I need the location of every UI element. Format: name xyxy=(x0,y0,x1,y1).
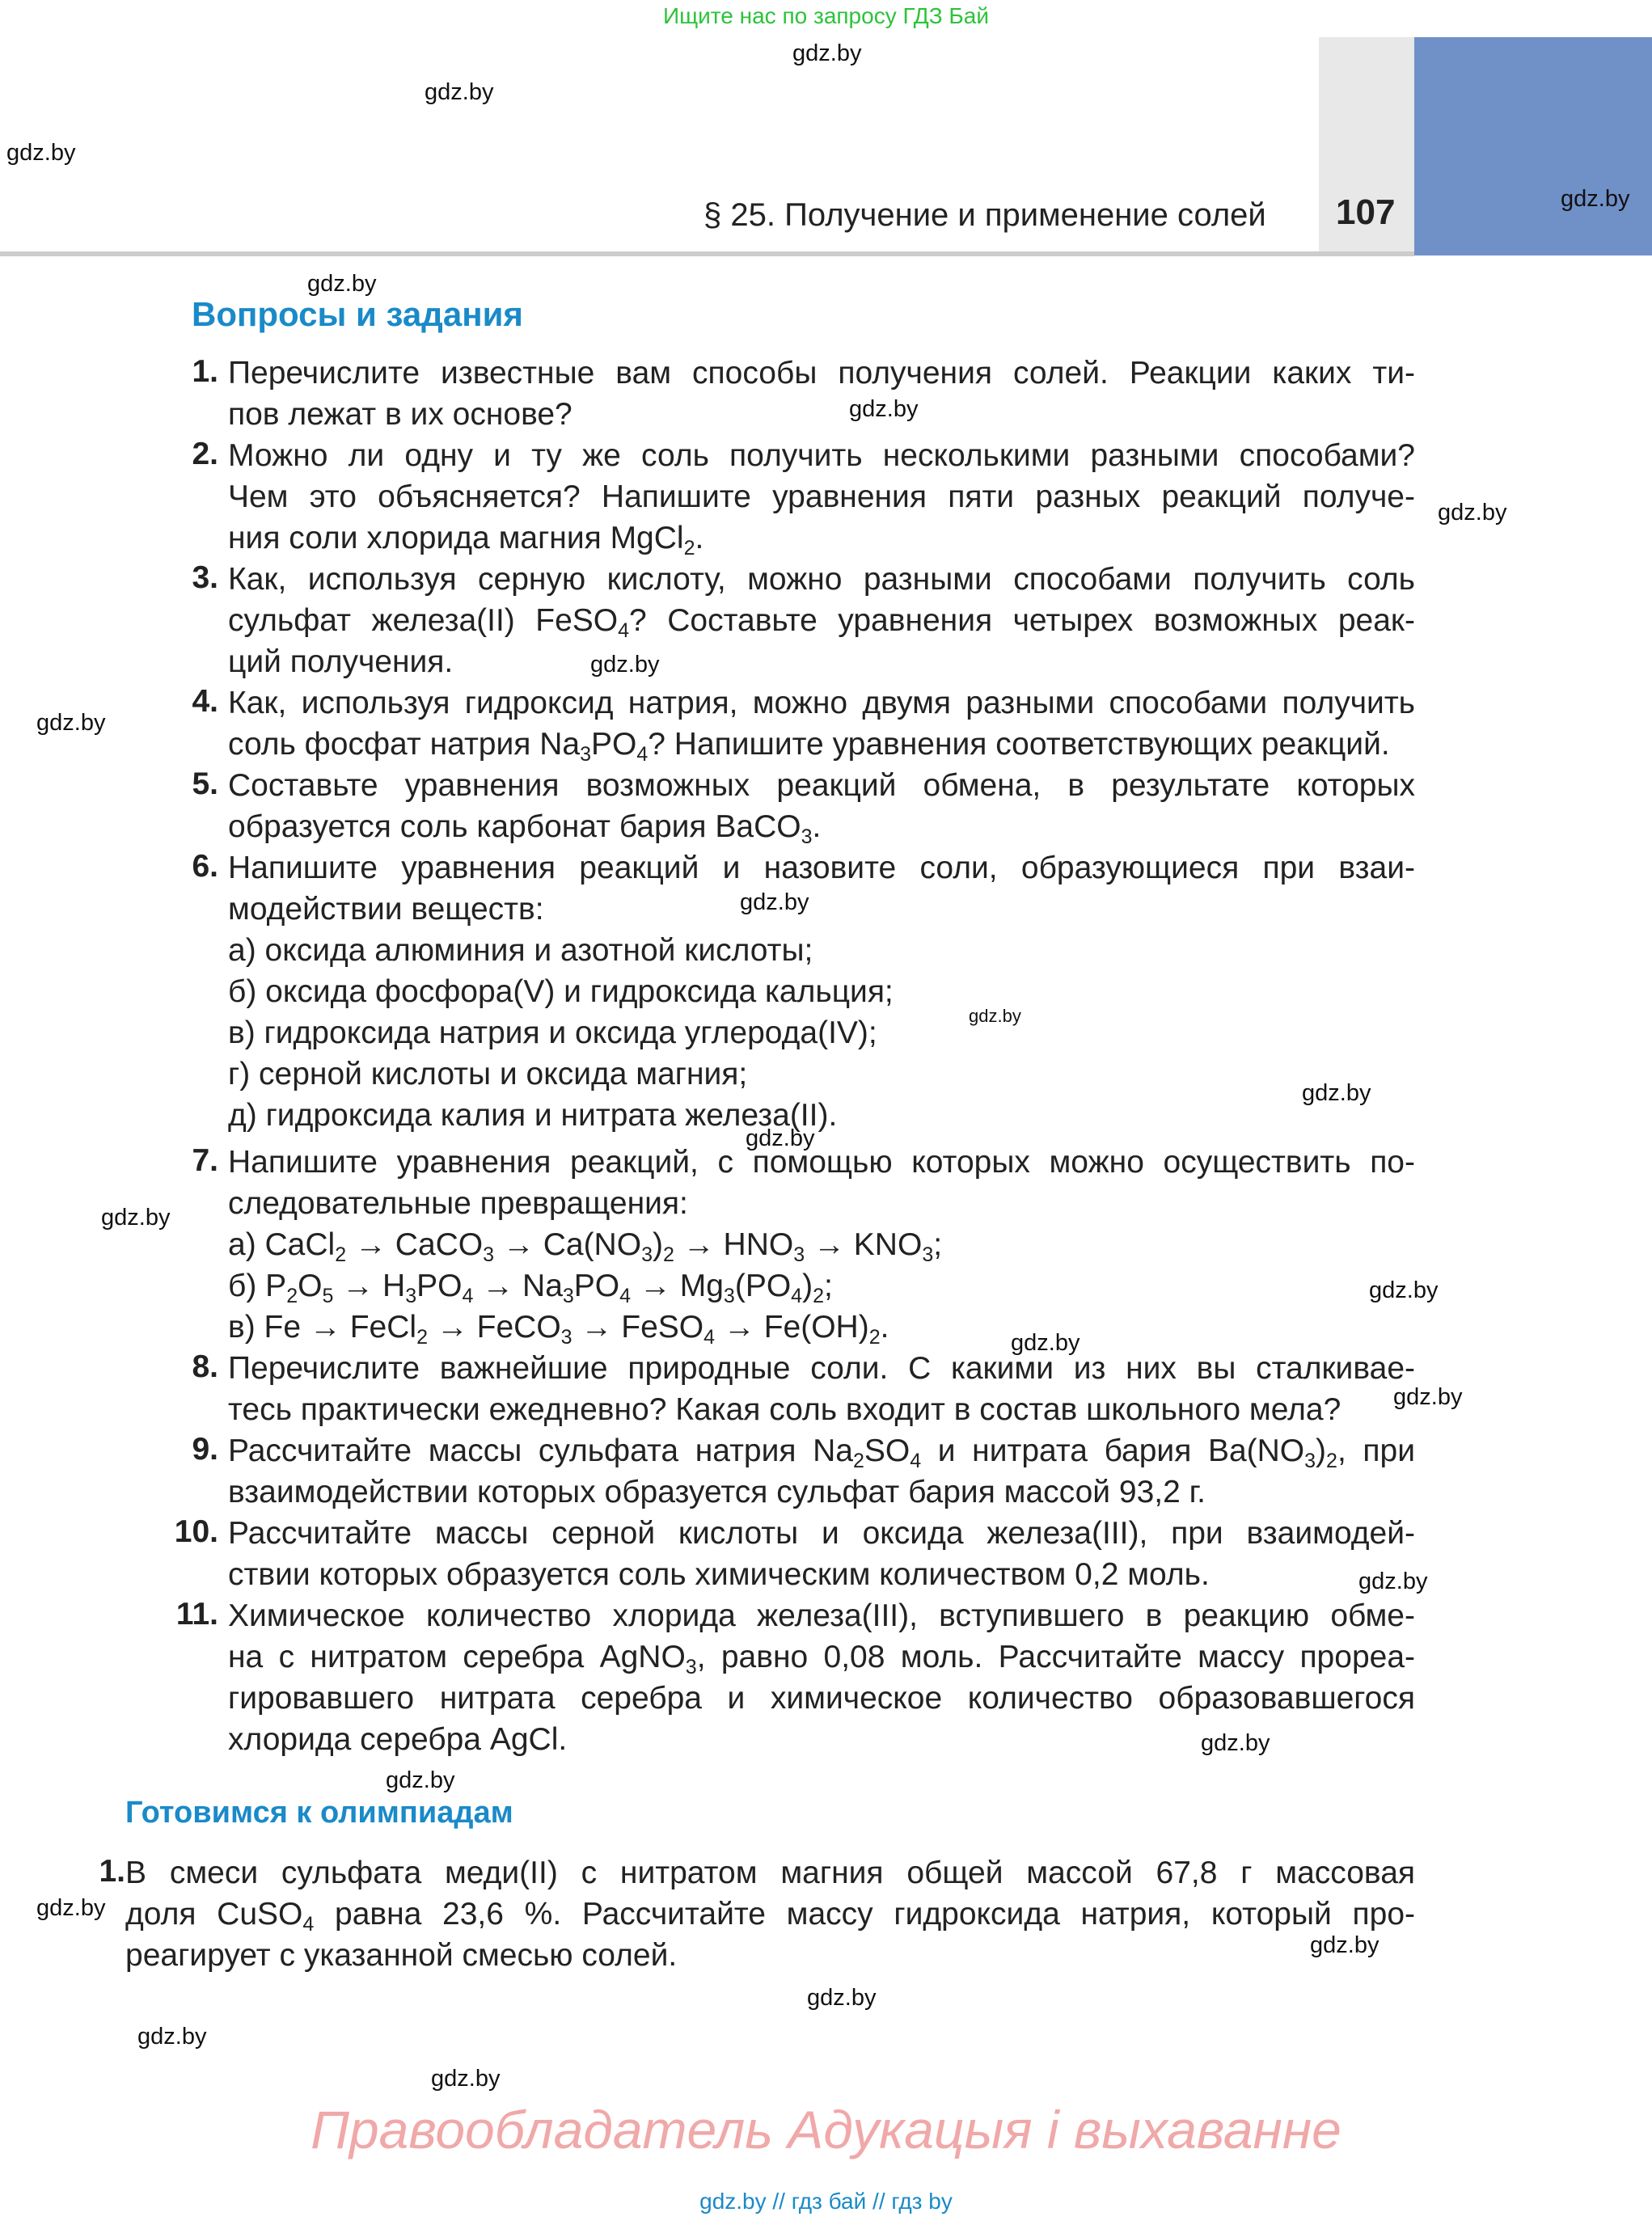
question-line: ций получения. xyxy=(228,644,454,679)
question-line: в) гидроксида натрия и оксида углерода(IV); xyxy=(228,1015,877,1050)
watermark: gdz.by xyxy=(101,1205,171,1231)
question-line: д) гидроксида калия и нитрата железа(II). xyxy=(228,1098,838,1133)
question-number: 11. xyxy=(175,1597,218,1632)
question-line: б) оксида фосфора(V) и гидроксида кальция; xyxy=(228,974,894,1009)
watermark: gdz.by xyxy=(969,1006,1021,1026)
questions-heading: Вопросы и задания xyxy=(192,295,523,333)
watermark: gdz.by xyxy=(1302,1080,1371,1106)
question-line: следовательные превращения: xyxy=(228,1186,688,1221)
watermark: gdz.by xyxy=(1393,1384,1463,1410)
watermark: gdz.by xyxy=(792,40,862,66)
question-line: г) серной кислоты и оксида магния; xyxy=(228,1057,748,1091)
question-line: а) CaCl$_2$ → CaCO$_3$ → $Ca(NO_3)_2 \to HNO_3 \to KNO_3$; xyxy=(228,1227,943,1266)
watermark: gdz.by xyxy=(1358,1568,1428,1594)
question-number: 2. xyxy=(192,437,218,471)
watermark: gdz.by xyxy=(307,271,377,297)
question-number: 1. xyxy=(192,354,218,389)
question-line: взаимодействии которых образуется сульфат бария массой 93,2 г. xyxy=(228,1475,1206,1509)
olympiad-heading: Готовимся к олимпиадам xyxy=(125,1796,513,1830)
question-number: 4. xyxy=(192,684,218,719)
question-line: на с нитратом серебра AgNO$_3$, равно 0,08 моль. Рассчитайте массу прореа- xyxy=(228,1640,1415,1678)
olympiad-task-line: доля CuSO$_4$ равна 23,6 %. Рассчитайте массу гидроксида натрия, который про- xyxy=(125,1897,1415,1936)
watermark: gdz.by xyxy=(425,79,494,105)
watermark: gdz.by xyxy=(1369,1277,1439,1303)
question-line: образуется соль карбонат бария BaCO$_3$. xyxy=(228,809,822,848)
question-number: 10. xyxy=(174,1514,218,1549)
question-line: Перечислите важнейшие природные соли. С какими из них вы сталкивае- xyxy=(228,1351,1415,1386)
watermark: gdz.by xyxy=(36,1895,106,1921)
chapter-title: § 25. Получение и применение солей xyxy=(703,197,1266,233)
watermark: gdz.by xyxy=(386,1767,455,1793)
question-line: модействии веществ: xyxy=(228,892,544,927)
question-line: Рассчитайте массы сульфата натрия $Na_2SO_4$ и нитрата бария $Ba(NO_3)_2$, при xyxy=(228,1433,1415,1472)
watermark: gdz.by xyxy=(746,1125,815,1151)
watermark: gdz.by xyxy=(1561,186,1630,212)
watermark: gdz.by xyxy=(1011,1330,1080,1356)
question-line: Как, используя серную кислоту, можно разными способами получить соль xyxy=(228,562,1415,597)
watermark: gdz.by xyxy=(431,2066,501,2092)
watermark: gdz.by xyxy=(807,1985,877,2011)
question-line: Чем это объясняется? Напишите уравнения пяти разных реакций получе- xyxy=(228,479,1415,514)
watermark: gdz.by xyxy=(6,140,76,166)
question-line: а) оксида алюминия и азотной кислоты; xyxy=(228,933,813,968)
question-number: 7. xyxy=(192,1143,218,1178)
copyright-notice: Правообладатель Адукацыя і выхаванне xyxy=(311,2100,1341,2160)
question-line: хлорида серебра AgCl. xyxy=(228,1722,568,1757)
question-line: в) Fe → FeCl$_2$ → FeCO$_3$ → FeSO$_4$ → $Fe(OH)_2$. xyxy=(228,1310,889,1349)
question-line: Напишите уравнения реакций, с помощью которых можно осуществить по- xyxy=(228,1145,1415,1180)
page-number: 107 xyxy=(1336,192,1396,232)
question-line: Можно ли одну и ту же соль получить несколькими разными способами? xyxy=(228,438,1415,473)
watermark: gdz.by xyxy=(740,889,809,915)
question-line: гировавшего нитрата серебра и химическое количество образовавшегося xyxy=(228,1681,1415,1716)
footer-links[interactable]: gdz.by // гдз бай // гдз by xyxy=(699,2189,953,2214)
question-line: Рассчитайте массы серной кислоты и оксида железа(III), при взаимодей- xyxy=(228,1516,1415,1551)
question-line: Перечислите известные вам способы получения солей. Реакции каких ти- xyxy=(228,356,1415,391)
watermark: gdz.by xyxy=(1201,1730,1270,1756)
olympiad-task-line: реагирует с указанной смесью солей. xyxy=(125,1938,678,1973)
question-line: сульфат железа(II) FeSO$_4$? Составьте уравнения четырех возможных реак- xyxy=(228,603,1415,642)
question-number: 8. xyxy=(192,1349,218,1384)
watermark: gdz.by xyxy=(1310,1932,1379,1958)
search-banner[interactable]: Ищите нас по запросу ГДЗ Бай xyxy=(662,3,990,28)
header-divider xyxy=(0,251,1414,256)
olympiad-task-line: В смеси сульфата меди(II) с нитратом магния общей массой 67,8 г массовая xyxy=(125,1856,1415,1890)
header-color-block xyxy=(1414,37,1652,255)
watermark: gdz.by xyxy=(36,710,106,736)
watermark: gdz.by xyxy=(1438,500,1507,526)
question-line: ствии которых образуется соль химическим количеством 0,2 моль. xyxy=(228,1557,1210,1592)
question-line: тесь практически ежедневно? Какая соль входит в состав школьного мела? xyxy=(228,1392,1341,1427)
question-line: Напишите уравнения реакций и назовите соли, образующиеся при взаи- xyxy=(228,851,1415,885)
question-line: Как, используя гидроксид натрия, можно двумя разными способами получить xyxy=(228,686,1415,720)
question-line: Химическое количество хлорида железа(III), вступившего в реакцию обме- xyxy=(228,1598,1415,1633)
question-line: пов лежат в их основе? xyxy=(228,397,572,432)
question-line: б) $P_2O_5 \to H_3PO_4 \to Na_3PO_4 \to Mg_3(PO_4)_2$; xyxy=(228,1269,833,1307)
watermark: gdz.by xyxy=(849,396,919,422)
question-line: соль фосфат натрия $Na_3PO_4$? Напишите уравнения соответствующих реакций. xyxy=(228,727,1390,766)
watermark: gdz.by xyxy=(590,652,660,678)
question-number: 3. xyxy=(192,560,218,595)
question-line: Составьте уравнения возможных реакций обмена, в результате которых xyxy=(228,768,1415,803)
question-number: 5. xyxy=(192,766,218,801)
question-line: ния соли хлорида магния MgCl$_2$. xyxy=(228,521,704,559)
watermark: gdz.by xyxy=(137,2024,207,2050)
question-number: 9. xyxy=(192,1432,218,1467)
question-number: 6. xyxy=(192,849,218,884)
olympiad-task-number: 1. xyxy=(99,1854,125,1889)
